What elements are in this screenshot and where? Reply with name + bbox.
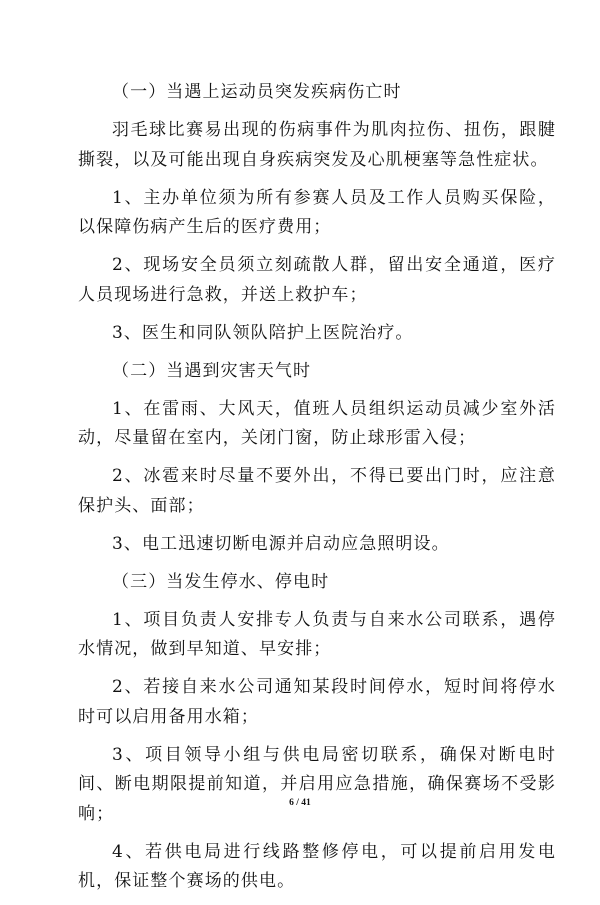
paragraph-item: 1、主办单位须为所有参赛人员及工作人员购买保险，以保障伤病产生后的医疗费用； <box>78 187 556 237</box>
paragraph-item: 1、项目负责人安排专人负责与自来水公司联系，遇停水情况，做到早知道、早安排； <box>78 609 556 659</box>
paragraph-item: 3、医生和同队领队陪护上医院治疗。 <box>112 322 414 343</box>
section-heading-3: （三）当发生停水、停电时 <box>112 571 330 592</box>
paragraph-item: 3、电工迅速切断电源并启动应急照明设。 <box>112 533 450 554</box>
paragraph-item: 3、项目领导小组与供电局密切联系，确保对断电时间、断电期限提前知道，并启用应急措施，确保赛场不受影响； <box>78 744 556 824</box>
paragraph-item: 2、现场安全员须立刻疏散人群，留出安全通道，医疗人员现场进行急救，并送上救护车； <box>78 255 556 305</box>
paragraph-item: 4、若供电局进行线路整修停电，可以提前启用发电机，保证整个赛场的供电。 <box>78 841 556 891</box>
paragraph-item: 2、冰雹来时尽量不要外出，不得已要出门时，应注意保护头、面部； <box>78 466 556 516</box>
section-heading-2: （二）当遇到灾害天气时 <box>112 360 312 381</box>
paragraph-item: 2、若接自来水公司通知某段时间停水，短时间将停水时可以启用备用水箱； <box>78 677 556 727</box>
page-number: 6 / 41 <box>289 798 311 808</box>
section-heading-1: （一）当遇上运动员突发疾病伤亡时 <box>112 82 402 102</box>
paragraph-intro: 羽毛球比赛易出现的伤病事件为肌肉拉伤、扭伤，跟腱撕裂，以及可能出现自身疾病突发及心肌梗塞等急性症状。 <box>78 120 556 170</box>
document-body <box>78 78 556 905</box>
paragraph-item: 1、在雷雨、大风天，值班人员组织运动员减少室外活动，尽量留在室内，关闭门窗，防止球形雷入侵； <box>78 398 556 448</box>
